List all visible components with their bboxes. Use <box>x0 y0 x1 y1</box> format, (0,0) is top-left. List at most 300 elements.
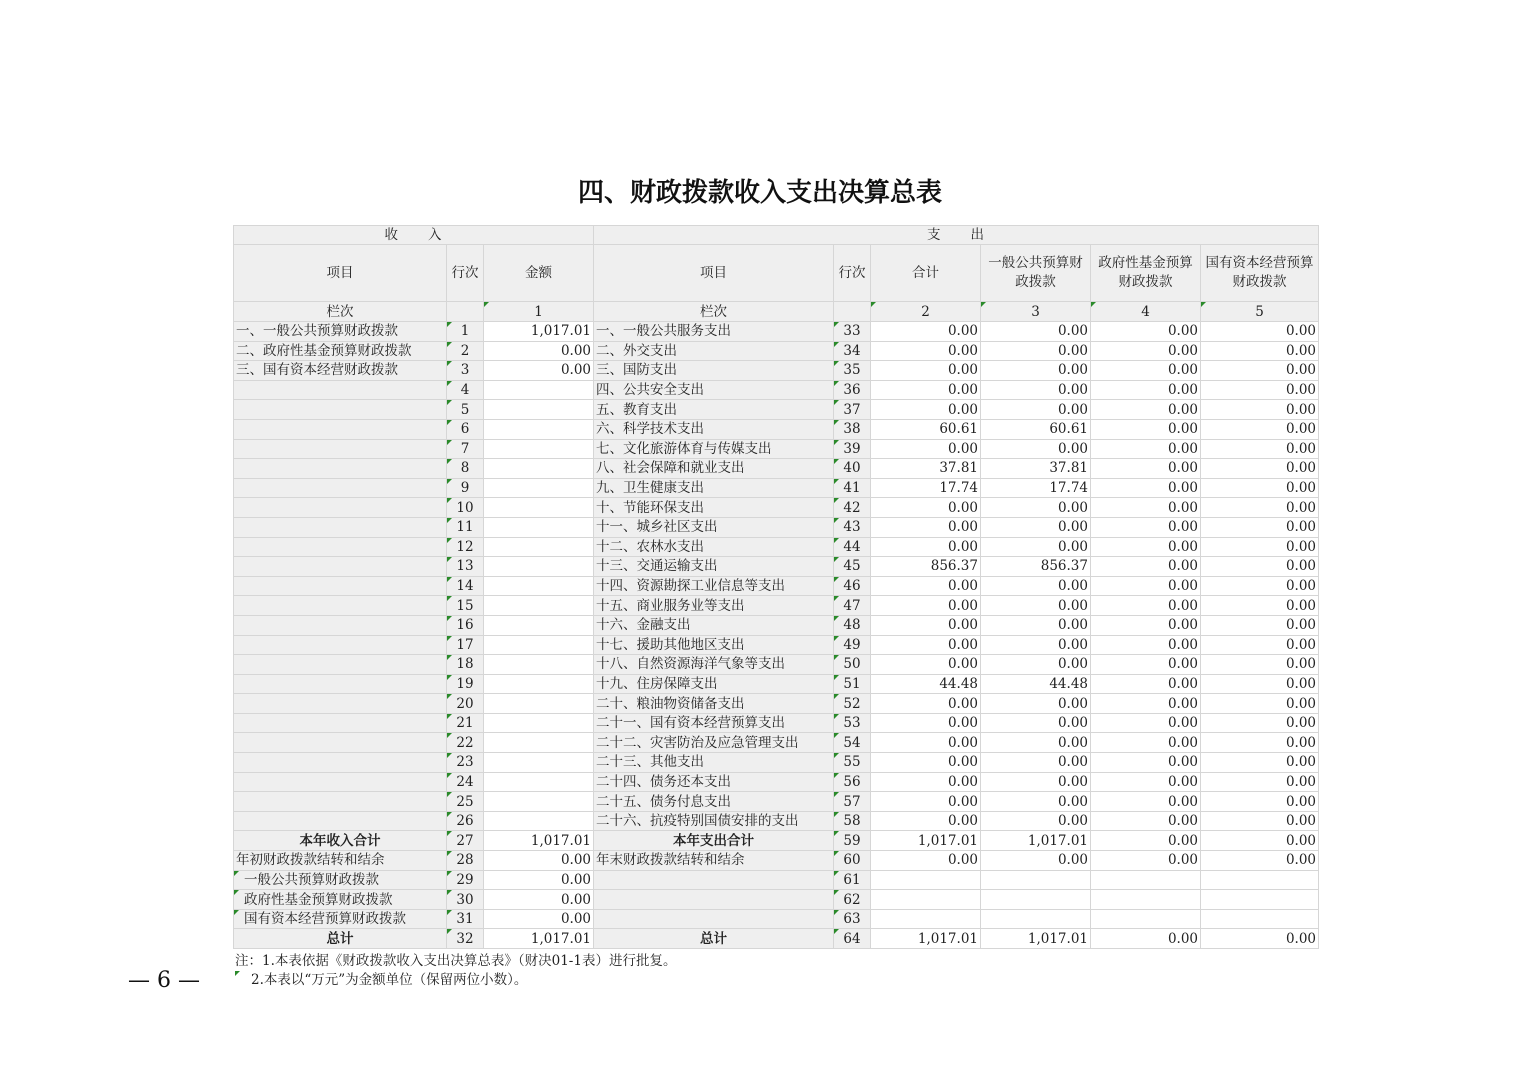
fund-budget-amount: 0.00 <box>1091 341 1201 361</box>
state-capital-amount: 0.00 <box>1201 772 1319 792</box>
table-row <box>234 772 1319 792</box>
state-capital-amount: 0.00 <box>1201 459 1319 479</box>
total-amount: 0.00 <box>871 772 981 792</box>
col-number-2: 2 <box>871 302 981 322</box>
income-lanci-blank <box>447 302 484 322</box>
income-row-no: 9 <box>447 478 484 498</box>
note-line-2: 2.本表以“万元”为金额单位（保留两位小数）。 <box>235 971 676 990</box>
fund-budget-amount: 0.00 <box>1091 537 1201 557</box>
expense-item: 十八、自然资源海洋气象等支出 <box>594 655 834 675</box>
total-amount: 44.48 <box>871 674 981 694</box>
general-budget-amount: 0.00 <box>981 733 1091 753</box>
expense-item: 九、卫生健康支出 <box>594 478 834 498</box>
income-row-no: 23 <box>447 753 484 773</box>
expense-row-no: 64 <box>834 929 871 949</box>
state-capital-amount: 0.00 <box>1201 851 1319 871</box>
expense-item: 十九、住房保障支出 <box>594 674 834 694</box>
income-item: 一、一般公共预算财政拨款 <box>234 322 447 342</box>
expense-item: 四、公共安全支出 <box>594 380 834 400</box>
total-amount: 17.74 <box>871 478 981 498</box>
table-row <box>234 811 1319 831</box>
expense-item: 十二、农林水支出 <box>594 537 834 557</box>
fund-budget-amount <box>1091 890 1201 910</box>
fund-budget-amount: 0.00 <box>1091 361 1201 381</box>
income-item <box>234 537 447 557</box>
expense-row-no: 59 <box>834 831 871 851</box>
income-item: 总计 <box>234 929 447 949</box>
note-line-1: 注：1.本表依据《财政拨款收入支出决算总表》（财决01-1表）进行批复。 <box>235 953 677 969</box>
table-row <box>234 635 1319 655</box>
expense-row-no: 38 <box>834 419 871 439</box>
income-row-no: 21 <box>447 713 484 733</box>
income-amount: 0.00 <box>484 341 594 361</box>
table-row <box>234 517 1319 537</box>
income-amount <box>484 753 594 773</box>
state-capital-amount: 0.00 <box>1201 929 1319 949</box>
income-item <box>234 772 447 792</box>
income-item <box>234 733 447 753</box>
income-item: 本年收入合计 <box>234 831 447 851</box>
state-capital-amount: 0.00 <box>1201 517 1319 537</box>
table-row <box>234 655 1319 675</box>
income-row-no: 11 <box>447 517 484 537</box>
expense-row-no: 36 <box>834 380 871 400</box>
expense-row-no: 44 <box>834 537 871 557</box>
fund-budget-amount: 0.00 <box>1091 498 1201 518</box>
fund-budget-amount: 0.00 <box>1091 831 1201 851</box>
general-budget-amount <box>981 890 1091 910</box>
table-row <box>234 322 1319 342</box>
income-row-no: 26 <box>447 811 484 831</box>
expense-item: 总计 <box>594 929 834 949</box>
income-amount <box>484 380 594 400</box>
total-amount: 0.00 <box>871 753 981 773</box>
expense-row-no: 40 <box>834 459 871 479</box>
total-amount: 0.00 <box>871 361 981 381</box>
expense-item: 十、节能环保支出 <box>594 498 834 518</box>
income-row-no: 18 <box>447 655 484 675</box>
general-budget-amount: 856.37 <box>981 557 1091 577</box>
total-amount: 37.81 <box>871 459 981 479</box>
expense-row-no: 39 <box>834 439 871 459</box>
fund-budget-amount: 0.00 <box>1091 655 1201 675</box>
income-row-no: 8 <box>447 459 484 479</box>
state-capital-amount: 0.00 <box>1201 655 1319 675</box>
table-row <box>234 459 1319 479</box>
income-item-header: 项目 <box>234 245 447 302</box>
income-amount: 0.00 <box>484 890 594 910</box>
table-row <box>234 851 1319 871</box>
income-row-no: 1 <box>447 322 484 342</box>
expense-item: 十七、援助其他地区支出 <box>594 635 834 655</box>
general-budget-amount: 0.00 <box>981 615 1091 635</box>
col-number-3: 3 <box>981 302 1091 322</box>
income-amount <box>484 439 594 459</box>
table-row <box>234 870 1319 890</box>
expense-row-no: 51 <box>834 674 871 694</box>
income-amount: 0.00 <box>484 361 594 381</box>
total-amount: 0.00 <box>871 615 981 635</box>
table-row <box>234 792 1319 812</box>
income-item <box>234 596 447 616</box>
fund-budget-amount <box>1091 870 1201 890</box>
general-budget-amount: 0.00 <box>981 439 1091 459</box>
income-row-no: 30 <box>447 890 484 910</box>
fund-budget-amount: 0.00 <box>1091 674 1201 694</box>
state-capital-amount: 0.00 <box>1201 341 1319 361</box>
income-row-no: 28 <box>447 851 484 871</box>
total-amount: 0.00 <box>871 792 981 812</box>
state-capital-amount: 0.00 <box>1201 400 1319 420</box>
general-budget-amount: 0.00 <box>981 792 1091 812</box>
expense-item: 十三、交通运输支出 <box>594 557 834 577</box>
income-item <box>234 674 447 694</box>
income-lanci-label: 栏次 <box>234 302 447 322</box>
expense-item: 二十五、债务付息支出 <box>594 792 834 812</box>
column-number-row <box>234 302 1319 322</box>
state-capital-header: 国有资本经营预算财政拨款 <box>1201 245 1319 302</box>
expense-item: 八、社会保障和就业支出 <box>594 459 834 479</box>
expense-row-no: 46 <box>834 576 871 596</box>
fund-budget-amount: 0.00 <box>1091 792 1201 812</box>
expense-row-no: 49 <box>834 635 871 655</box>
fund-budget-header: 政府性基金预算财政拨款 <box>1091 245 1201 302</box>
expense-row-no: 43 <box>834 517 871 537</box>
state-capital-amount: 0.00 <box>1201 713 1319 733</box>
total-amount: 0.00 <box>871 635 981 655</box>
income-row-no: 2 <box>447 341 484 361</box>
general-budget-amount: 0.00 <box>981 517 1091 537</box>
expense-item: 二十三、其他支出 <box>594 753 834 773</box>
total-amount <box>871 909 981 929</box>
fund-budget-amount: 0.00 <box>1091 576 1201 596</box>
expense-row-no: 60 <box>834 851 871 871</box>
income-item <box>234 811 447 831</box>
income-item <box>234 439 447 459</box>
expense-item: 二、外交支出 <box>594 341 834 361</box>
expense-lanci-label: 栏次 <box>594 302 834 322</box>
state-capital-amount: 0.00 <box>1201 635 1319 655</box>
state-capital-amount: 0.00 <box>1201 361 1319 381</box>
income-item <box>234 694 447 714</box>
total-amount: 0.00 <box>871 537 981 557</box>
expense-row-no: 34 <box>834 341 871 361</box>
expense-item: 二十一、国有资本经营预算支出 <box>594 713 834 733</box>
general-budget-amount: 0.00 <box>981 753 1091 773</box>
income-row-no: 29 <box>447 870 484 890</box>
income-row-no: 4 <box>447 380 484 400</box>
expense-row-no: 42 <box>834 498 871 518</box>
state-capital-amount: 0.00 <box>1201 753 1319 773</box>
state-capital-amount: 0.00 <box>1201 674 1319 694</box>
general-budget-amount: 0.00 <box>981 694 1091 714</box>
total-amount: 0.00 <box>871 517 981 537</box>
expense-item <box>594 870 834 890</box>
table-row <box>234 596 1319 616</box>
total-amount: 0.00 <box>871 851 981 871</box>
expense-row-no: 55 <box>834 753 871 773</box>
fund-budget-amount: 0.00 <box>1091 635 1201 655</box>
income-row-no: 10 <box>447 498 484 518</box>
income-amount <box>484 713 594 733</box>
expense-row-no: 52 <box>834 694 871 714</box>
general-budget-amount: 0.00 <box>981 772 1091 792</box>
income-amount <box>484 557 594 577</box>
state-capital-amount: 0.00 <box>1201 439 1319 459</box>
expense-item: 二十六、抗疫特别国债安排的支出 <box>594 811 834 831</box>
total-amount: 0.00 <box>871 322 981 342</box>
general-budget-amount: 0.00 <box>981 498 1091 518</box>
general-budget-header: 一般公共预算财政拨款 <box>981 245 1091 302</box>
col-number-1: 1 <box>484 302 594 322</box>
expense-item: 十六、金融支出 <box>594 615 834 635</box>
income-amount <box>484 537 594 557</box>
table-row <box>234 341 1319 361</box>
fund-budget-amount: 0.00 <box>1091 851 1201 871</box>
fund-budget-amount: 0.00 <box>1091 400 1201 420</box>
fund-budget-amount: 0.00 <box>1091 811 1201 831</box>
table-row <box>234 713 1319 733</box>
income-amount: 0.00 <box>484 870 594 890</box>
page-title: 四、财政拨款收入支出决算总表 <box>577 178 942 208</box>
income-row-no: 7 <box>447 439 484 459</box>
fund-budget-amount: 0.00 <box>1091 439 1201 459</box>
state-capital-amount: 0.00 <box>1201 831 1319 851</box>
total-amount: 0.00 <box>871 439 981 459</box>
state-capital-amount: 0.00 <box>1201 557 1319 577</box>
fund-budget-amount: 0.00 <box>1091 478 1201 498</box>
state-capital-amount: 0.00 <box>1201 694 1319 714</box>
general-budget-amount: 60.61 <box>981 419 1091 439</box>
general-budget-amount: 0.00 <box>981 361 1091 381</box>
income-item: 一般公共预算财政拨款 <box>234 870 447 890</box>
expense-row-no: 61 <box>834 870 871 890</box>
expense-row-no: 56 <box>834 772 871 792</box>
state-capital-amount <box>1201 909 1319 929</box>
income-item <box>234 498 447 518</box>
income-item <box>234 478 447 498</box>
table-notes <box>235 952 676 990</box>
income-amount <box>484 478 594 498</box>
expense-item: 三、国防支出 <box>594 361 834 381</box>
fund-budget-amount: 0.00 <box>1091 459 1201 479</box>
income-amount: 0.00 <box>484 851 594 871</box>
table-row <box>234 831 1319 851</box>
expense-row-no: 63 <box>834 909 871 929</box>
table-row <box>234 419 1319 439</box>
general-budget-amount: 0.00 <box>981 635 1091 655</box>
income-amount <box>484 596 594 616</box>
income-row-no: 12 <box>447 537 484 557</box>
income-amount <box>484 811 594 831</box>
general-budget-amount: 0.00 <box>981 713 1091 733</box>
expense-row-no: 57 <box>834 792 871 812</box>
expense-item: 本年支出合计 <box>594 831 834 851</box>
table-row <box>234 537 1319 557</box>
general-budget-amount: 37.81 <box>981 459 1091 479</box>
general-budget-amount: 1,017.01 <box>981 929 1091 949</box>
total-amount: 0.00 <box>871 576 981 596</box>
expense-item: 二十二、灾害防治及应急管理支出 <box>594 733 834 753</box>
income-item: 二、政府性基金预算财政拨款 <box>234 341 447 361</box>
income-item <box>234 713 447 733</box>
general-budget-amount: 0.00 <box>981 341 1091 361</box>
expense-section-header: 支 出 <box>594 226 1319 245</box>
state-capital-amount: 0.00 <box>1201 811 1319 831</box>
state-capital-amount: 0.00 <box>1201 733 1319 753</box>
fund-budget-amount <box>1091 909 1201 929</box>
income-amount <box>484 576 594 596</box>
column-header-row <box>234 245 1319 302</box>
total-amount: 1,017.01 <box>871 831 981 851</box>
table-row <box>234 890 1319 910</box>
income-item <box>234 576 447 596</box>
income-section-header: 收 入 <box>234 226 594 245</box>
table-row <box>234 478 1319 498</box>
income-amount <box>484 733 594 753</box>
income-amount <box>484 674 594 694</box>
income-item <box>234 419 447 439</box>
table-row <box>234 380 1319 400</box>
expense-item: 年末财政拨款结转和结余 <box>594 851 834 871</box>
income-row-no: 6 <box>447 419 484 439</box>
income-amount <box>484 459 594 479</box>
section-header-row <box>234 226 1319 245</box>
income-item <box>234 557 447 577</box>
income-row-no: 17 <box>447 635 484 655</box>
expense-item: 二十四、债务还本支出 <box>594 772 834 792</box>
total-amount: 856.37 <box>871 557 981 577</box>
total-amount: 0.00 <box>871 400 981 420</box>
fund-budget-amount: 0.00 <box>1091 322 1201 342</box>
income-item: 政府性基金预算财政拨款 <box>234 890 447 910</box>
expense-row-no: 54 <box>834 733 871 753</box>
income-amount-header: 金额 <box>484 245 594 302</box>
expense-row-no: 50 <box>834 655 871 675</box>
fund-budget-amount: 0.00 <box>1091 419 1201 439</box>
expense-row-no: 33 <box>834 322 871 342</box>
income-amount: 1,017.01 <box>484 322 594 342</box>
income-item <box>234 615 447 635</box>
income-amount <box>484 694 594 714</box>
income-amount <box>484 419 594 439</box>
expense-row-no: 47 <box>834 596 871 616</box>
expense-row-no: 53 <box>834 713 871 733</box>
expense-row-no: 58 <box>834 811 871 831</box>
fund-budget-amount: 0.00 <box>1091 733 1201 753</box>
income-row-no: 16 <box>447 615 484 635</box>
income-amount <box>484 792 594 812</box>
expense-row-no: 35 <box>834 361 871 381</box>
expense-item: 五、教育支出 <box>594 400 834 420</box>
total-amount: 0.00 <box>871 713 981 733</box>
general-budget-amount: 0.00 <box>981 400 1091 420</box>
income-row-no: 19 <box>447 674 484 694</box>
table-row <box>234 733 1319 753</box>
state-capital-amount: 0.00 <box>1201 478 1319 498</box>
table-row <box>234 674 1319 694</box>
state-capital-amount: 0.00 <box>1201 498 1319 518</box>
expense-item: 一、一般公共服务支出 <box>594 322 834 342</box>
table-row <box>234 753 1319 773</box>
total-amount: 60.61 <box>871 419 981 439</box>
fund-budget-amount: 0.00 <box>1091 929 1201 949</box>
income-amount <box>484 655 594 675</box>
total-amount: 0.00 <box>871 341 981 361</box>
expense-item: 七、文化旅游体育与传媒支出 <box>594 439 834 459</box>
state-capital-amount: 0.00 <box>1201 419 1319 439</box>
expense-lanci-blank <box>834 302 871 322</box>
income-item: 三、国有资本经营财政拨款 <box>234 361 447 381</box>
general-budget-amount: 0.00 <box>981 322 1091 342</box>
table-row <box>234 615 1319 635</box>
state-capital-amount: 0.00 <box>1201 615 1319 635</box>
table-row <box>234 557 1319 577</box>
total-amount: 0.00 <box>871 733 981 753</box>
income-row-no: 27 <box>447 831 484 851</box>
general-budget-amount: 0.00 <box>981 655 1091 675</box>
general-budget-amount: 1,017.01 <box>981 831 1091 851</box>
table-row <box>234 400 1319 420</box>
expense-item: 十四、资源勘探工业信息等支出 <box>594 576 834 596</box>
expense-row-no: 45 <box>834 557 871 577</box>
income-amount: 0.00 <box>484 909 594 929</box>
state-capital-amount: 0.00 <box>1201 380 1319 400</box>
state-capital-amount: 0.00 <box>1201 537 1319 557</box>
col-number-5: 5 <box>1201 302 1319 322</box>
table-row <box>234 929 1319 949</box>
expense-item: 六、科学技术支出 <box>594 419 834 439</box>
state-capital-amount <box>1201 870 1319 890</box>
expense-row-no: 48 <box>834 615 871 635</box>
income-amount <box>484 400 594 420</box>
income-row-no: 14 <box>447 576 484 596</box>
income-item <box>234 517 447 537</box>
fund-budget-amount: 0.00 <box>1091 772 1201 792</box>
general-budget-amount: 44.48 <box>981 674 1091 694</box>
income-item: 年初财政拨款结转和结余 <box>234 851 447 871</box>
income-amount: 1,017.01 <box>484 831 594 851</box>
total-amount: 0.00 <box>871 655 981 675</box>
fund-budget-amount: 0.00 <box>1091 557 1201 577</box>
income-row-no: 25 <box>447 792 484 812</box>
income-row-no: 3 <box>447 361 484 381</box>
table-row <box>234 498 1319 518</box>
table-row <box>234 361 1319 381</box>
state-capital-amount: 0.00 <box>1201 322 1319 342</box>
income-row-no-header: 行次 <box>447 245 484 302</box>
income-row-no: 22 <box>447 733 484 753</box>
table-row <box>234 576 1319 596</box>
general-budget-amount: 0.00 <box>981 596 1091 616</box>
expense-item: 十一、城乡社区支出 <box>594 517 834 537</box>
fund-budget-amount: 0.00 <box>1091 694 1201 714</box>
income-row-no: 13 <box>447 557 484 577</box>
income-amount <box>484 498 594 518</box>
expense-row-no: 62 <box>834 890 871 910</box>
fund-budget-amount: 0.00 <box>1091 596 1201 616</box>
income-item <box>234 792 447 812</box>
general-budget-amount: 0.00 <box>981 576 1091 596</box>
fund-budget-amount: 0.00 <box>1091 380 1201 400</box>
income-amount <box>484 772 594 792</box>
expense-item <box>594 890 834 910</box>
table-row <box>234 694 1319 714</box>
state-capital-amount: 0.00 <box>1201 596 1319 616</box>
income-item <box>234 635 447 655</box>
general-budget-amount: 0.00 <box>981 537 1091 557</box>
income-row-no: 20 <box>447 694 484 714</box>
